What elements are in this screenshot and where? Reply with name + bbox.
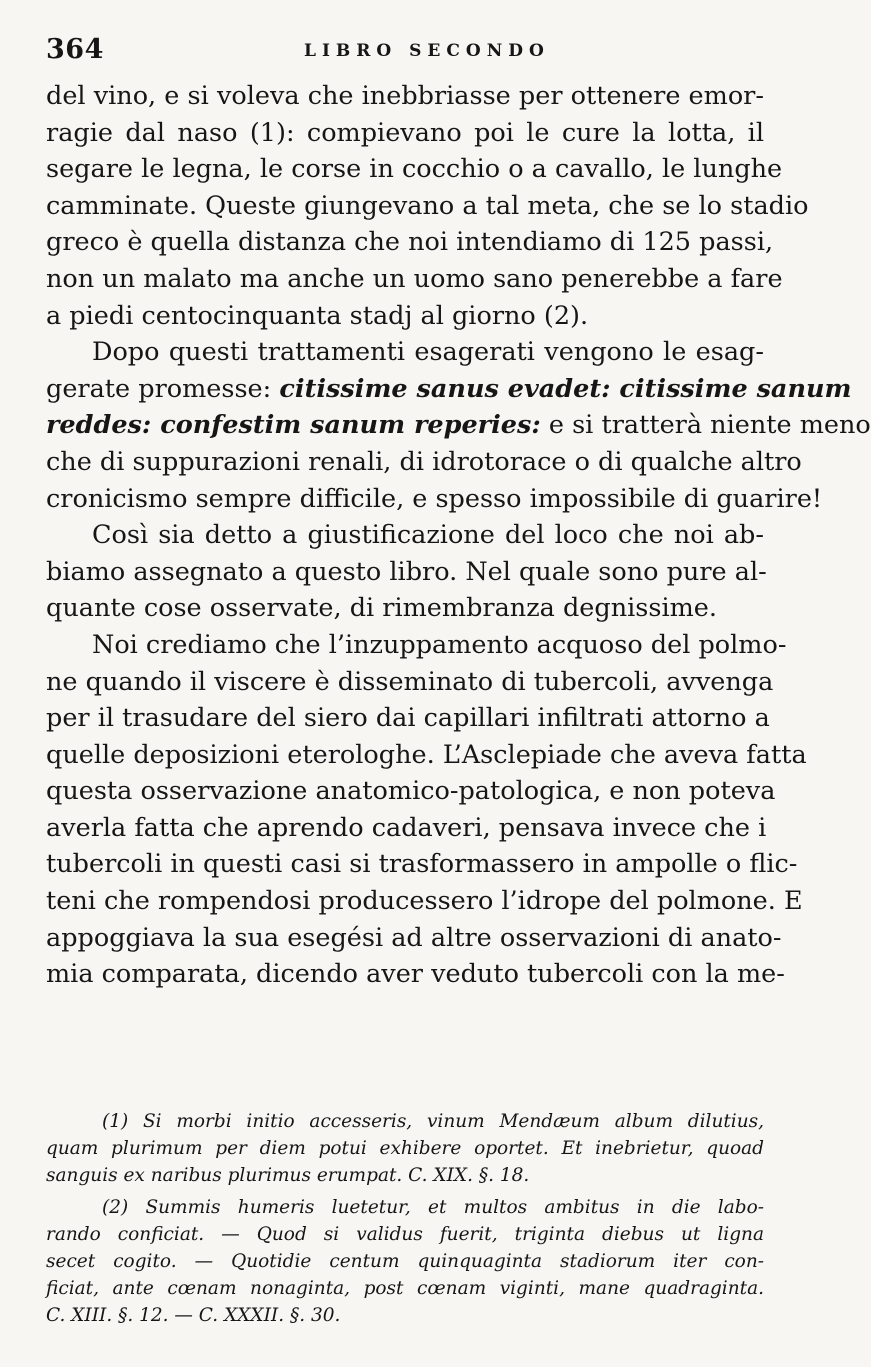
footnote-1 <box>46 1108 764 1189</box>
text-line: ne quando il viscere è disseminato di tubercoli, avvenga <box>46 666 774 697</box>
text-line: del vino, e si voleva che inebbriasse per ottenere emor- <box>46 81 764 111</box>
footnote-line: (1) Si morbi initio accesseris, vinum Mendæum album dilutius, <box>102 1111 764 1132</box>
text-line-mixed <box>46 407 871 444</box>
running-head: LIBRO SECONDO <box>304 41 550 61</box>
footnotes <box>46 1108 764 1329</box>
footnote-2 <box>46 1194 764 1329</box>
footnote-line: sanguis ex naribus plurimus erumpat. C. XIX. §. 18. <box>46 1165 530 1186</box>
paragraph-start-line: Noi crediamo che l’inzuppamento acquoso del polmo- <box>92 629 787 660</box>
text-line: biamo assegnato a questo libro. Nel quale sono pure al- <box>46 556 767 587</box>
text-line-mixed <box>46 371 852 408</box>
text-line: teni che rompendosi producessero l’idrope del polmone. E <box>46 886 803 917</box>
footnote-line: quam plurimum per diem potui exhibere oportet. Et inebrietur, quoad <box>46 1138 764 1159</box>
text-line: questa osservazione anatomico-patologica, e non poteva <box>46 776 776 807</box>
text-line: quante cose osservate, di rimembranza degnissime. <box>46 593 717 624</box>
text-roman: gerate promesse: <box>46 373 280 404</box>
footnote-line: secet cogito. — Quotidie centum quinquaginta stadiorum iter con- <box>46 1251 764 1272</box>
text-line: a piedi centocinquanta stadj al giorno (2). <box>46 300 589 331</box>
latin-quote: reddes: confestim sanum reperies: <box>46 410 541 441</box>
text-line: per il trasudare del siero dai capillari infiltrati attorno a <box>46 703 770 734</box>
text-line: segare le legna, le corse in cocchio o a cavallo, le lunghe <box>46 154 783 185</box>
text-line: cronicismo sempre difficile, e spesso impossibile di guarire! <box>46 483 823 514</box>
footnote-line: C. XIII. §. 12. — C. XXXII. §. 30. <box>46 1305 341 1326</box>
text-line: mia comparata, dicendo aver veduto tubercoli con la me- <box>46 959 785 990</box>
latin-quote: citissime sanus evadet: citissime sanum <box>279 373 852 404</box>
text-line: ragie dal naso (1): compievano poi le cure la lotta, il <box>46 117 764 148</box>
footnote-line: (2) Summis humeris luetetur, et multos ambitus in die labo- <box>102 1197 764 1218</box>
text-line: non un malato ma anche un uomo sano penerebbe a fare <box>46 263 783 294</box>
text-line: quelle deposizioni eterologhe. L’Asclepiade che aveva fatta <box>46 739 807 770</box>
main-text <box>46 78 871 993</box>
footnote-line: rando conficiat. — Quod si validus fuerit, triginta diebus ut ligna <box>46 1224 764 1245</box>
text-line: appoggiava la sua esegési ad altre osservazioni di anato- <box>46 922 782 953</box>
text-line: camminate. Queste giungevano a tal meta, che se lo stadio <box>46 190 809 221</box>
paragraph-start-line: Così sia detto a giustificazione del loco che noi ab- <box>92 520 764 551</box>
text-roman: e si tratterà niente meno <box>540 410 871 441</box>
page-number: 364 <box>46 34 104 65</box>
text-line: greco è quella distanza che noi intendiamo di 125 passi, <box>46 227 774 258</box>
text-line: averla fatta che aprendo cadaveri, pensava invece che i <box>46 812 767 843</box>
page-header <box>46 34 756 74</box>
text-line: che di suppurazioni renali, di idrotorace o di qualche altro <box>46 446 802 477</box>
paragraph-start-line: Dopo questi trattamenti esagerati vengono le esag- <box>92 337 764 368</box>
text-line: tubercoli in questi casi si trasformassero in ampolle o flic- <box>46 849 798 880</box>
footnote-line: ficiat, ante cœnam nonaginta, post cœnam viginti, mane quadraginta. <box>46 1278 764 1299</box>
